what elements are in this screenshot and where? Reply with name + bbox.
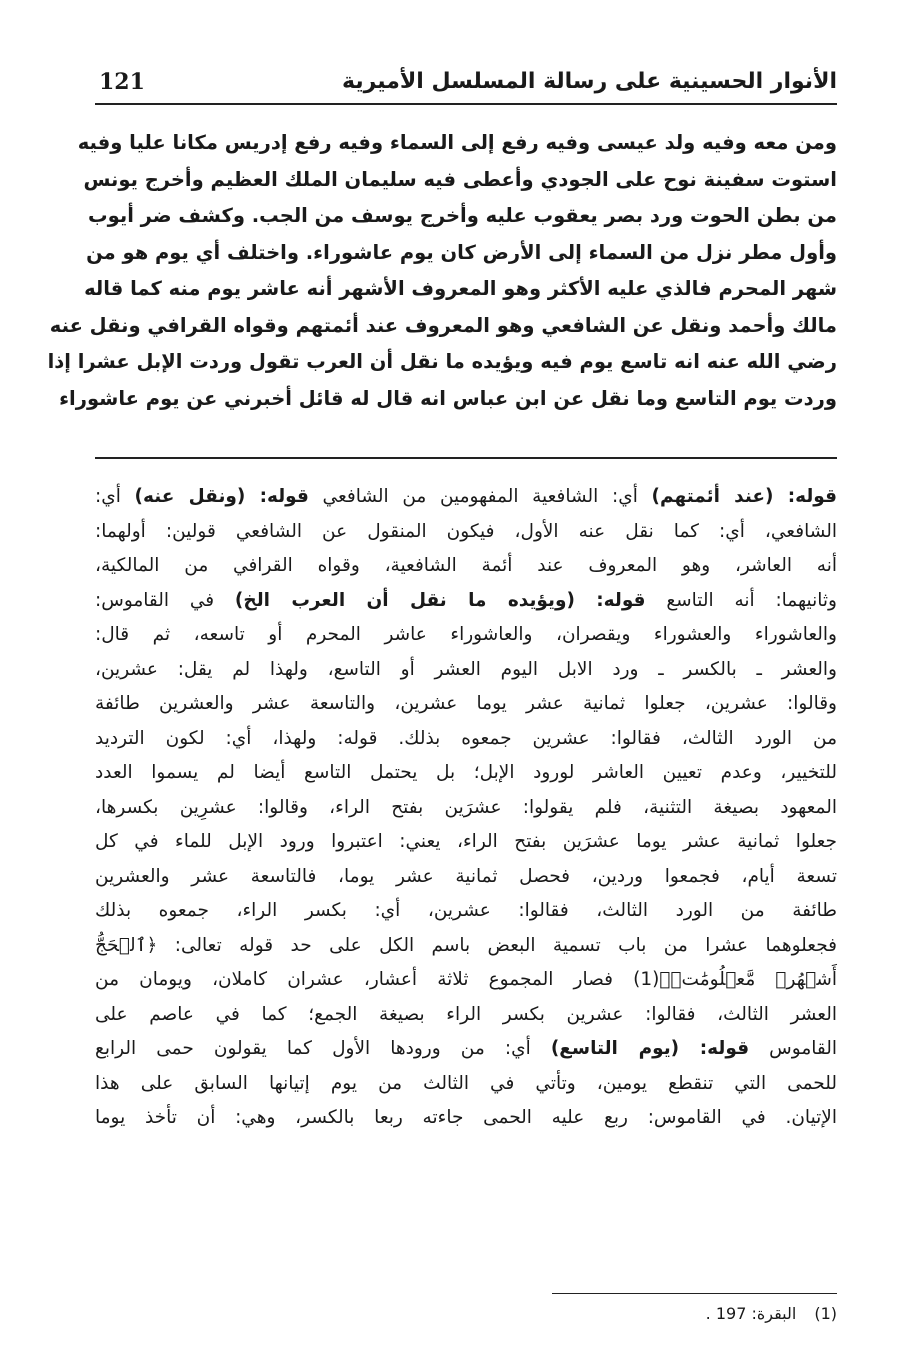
main-text-line: مالك وأحمد ونقل عن الشافعي وهو المعروف عند أئمتهم وقواه القرافي ونقل عنه [49, 313, 837, 337]
footnote [706, 1300, 837, 1328]
commentary-line [95, 618, 837, 653]
header-divider [95, 103, 837, 105]
commentary-line [95, 653, 837, 688]
commentary-run: المعهود بصيغة التثنية، فلم يقولوا: عشرَين بفتح الراء، وقالوا: عشرِين بكسرها، [95, 796, 837, 818]
commentary-bold-run: قوله: [245, 486, 309, 507]
footnote-text: البقرة: 197 . [705, 1304, 797, 1323]
book-page [47, 55, 838, 1323]
commentary-run: أي: [95, 486, 135, 507]
commentary-run: أنه العاشر، وهو المعروف عند أئمة الشافعية، وقواه القرافي من المالكية، [95, 555, 837, 576]
commentary-line [95, 998, 837, 1033]
running-header-title: الأنوار الحسينية على رسالة المسلسل الأميرية [342, 69, 837, 94]
commentary-line [95, 825, 837, 860]
commentary-run: والعشر ـ بالكسر ـ ورد الابل اليوم العشر أو التاسع، ولهذا لم يقل: عشرين، [95, 658, 837, 680]
commentary-run: العشر الثالث، فقالوا: عشرين بكسر الراء بصيغة الجمع؛ كما في عاصم على [95, 1003, 837, 1025]
commentary-run: وثانيهما: أنه التاسع [645, 589, 837, 611]
commentary-line [95, 549, 837, 584]
main-text-line: من بطن الحوت ورد بصر يعقوب عليه وأخرج يوسف من الجب. وكشف ضر أيوب [88, 204, 837, 227]
commentary-line [95, 791, 837, 826]
footnote-divider [552, 1293, 837, 1294]
commentary-bold-run: (ونقل عنه) [134, 486, 246, 507]
commentary-bold-run: (ويؤيده ما نقل أن العرب الخ) [234, 589, 575, 611]
commentary-run: للتخيير، وعدم تعيين العاشر لورود الإبل؛ بل يحتمل التاسع أيضا لم يسموا العدد [95, 762, 837, 783]
commentary-run: القاموس [749, 1038, 838, 1059]
main-text-line: وردت يوم التاسع وما نقل عن ابن عباس انه قال له قائل أخبرني عن يوم عاشوراء [59, 386, 837, 410]
commentary-bold-run: (يوم التاسع) [550, 1038, 680, 1059]
commentary-line [95, 756, 837, 791]
page-number: 121 [99, 69, 145, 95]
commentary-block [95, 480, 837, 1136]
commentary-run: أَشۡهُرٞ مَّعۡلُومَٰتٞ﴾(1) فصار المجموع ثلاثة أعشار، عشران كاملان، ويومان من [95, 969, 837, 990]
commentary-line [95, 860, 837, 895]
commentary-line [95, 894, 837, 929]
commentary-bold-run: قوله: [773, 486, 838, 507]
footnote-number: (1) [814, 1304, 837, 1323]
commentary-bold-run: قوله: [574, 589, 646, 611]
commentary-run: طائفة من الورد الثالث، فقالوا: عشرين، أي: بكسر الراء، جمعوه بذلك [95, 900, 837, 921]
commentary-run: في القاموس: [95, 589, 235, 611]
main-text-line: رضي الله عنه انه تاسع يوم فيه ويؤيده ما نقل أن العرب تقول وردت الإبل عشرا إذا [47, 350, 837, 373]
main-text-line: وأول مطر نزل من السماء إلى الأرض كان يوم عاشوراء. واختلف أي يوم هو من [86, 240, 837, 264]
commentary-run: فجعلوهما عشرا من باب تسمية البعض باسم الكل على حد قوله تعالى: ﴿ٱلۡحَجُّ [95, 934, 837, 956]
commentary-run: الشافعي، أي: كما نقل عنه الأول، فيكون المنقول عن الشافعي قولين: أولهما: [95, 520, 837, 542]
commentary-run: الإتيان. في القاموس: ربع عليه الحمى جاءته ربعا بالكسر، وهي: أن تأخذ يوما [95, 1107, 837, 1128]
commentary-line [95, 515, 837, 550]
commentary-line [95, 963, 837, 998]
commentary-run: للحمى التي تنقطع يومين، وتأتي في الثالث من يوم إتيانها السابق على هذا [95, 1072, 837, 1094]
main-text-line: شهر المحرم فالذي عليه الأكثر وهو المعروف الأشهر أنه عاشر يوم منه كما قاله [84, 277, 837, 300]
commentary-line [95, 1067, 837, 1102]
commentary-bold-run: (عند أئمتهم) [651, 486, 774, 507]
commentary-run: والعاشوراء والعشوراء ويقصران، والعاشوراء عاشر المحرم أو تاسعه، ثم قال: [95, 624, 837, 645]
commentary-run: وقالوا: عشرين، جعلوا ثمانية عشر يوما عشرين، والتاسعة عشر والعشرين طائفة [95, 693, 837, 714]
commentary-run: تسعة أيام، فجمعوا وردين، فحصل ثمانية عشر يوما، فالتاسعة عشر والعشرين [95, 865, 837, 887]
commentary-line [95, 1032, 837, 1067]
commentary-line [95, 687, 837, 722]
commentary-bold-run: قوله: [679, 1038, 750, 1059]
commentary-run: جعلوا ثمانية عشر يوما عشرَين بفتح الراء، يعني: اعتبروا ورود الإبل للماء في كل [95, 831, 837, 852]
commentary-line [95, 584, 837, 619]
commentary-line [95, 929, 837, 964]
commentary-line [95, 480, 837, 515]
main-text-block [47, 125, 837, 417]
main-text-line: استوت سفينة نوح على الجودي وأعطى فيه سليمان الملك العظيم وأخرج يونس [83, 167, 837, 191]
running-header [95, 65, 837, 105]
commentary-run: أي: من ورودها الأول كما يقولون حمى الرابع [95, 1038, 551, 1059]
commentary-line [95, 1101, 837, 1136]
commentary-line [95, 722, 837, 757]
commentary-run: من الورد الثالث، فقالوا: عشرين جمعوه بذلك. قوله: ولهذا، أي: لكون الترديد [95, 727, 837, 749]
main-text-line: ومن معه وفيه ولد عيسى وفيه رفع إلى السماء وفيه رفع إدريس مكانا عليا وفيه [77, 131, 837, 154]
commentary-run: أي: الشافعية المفهومين من الشافعي [308, 486, 652, 507]
commentary-divider [95, 457, 837, 459]
